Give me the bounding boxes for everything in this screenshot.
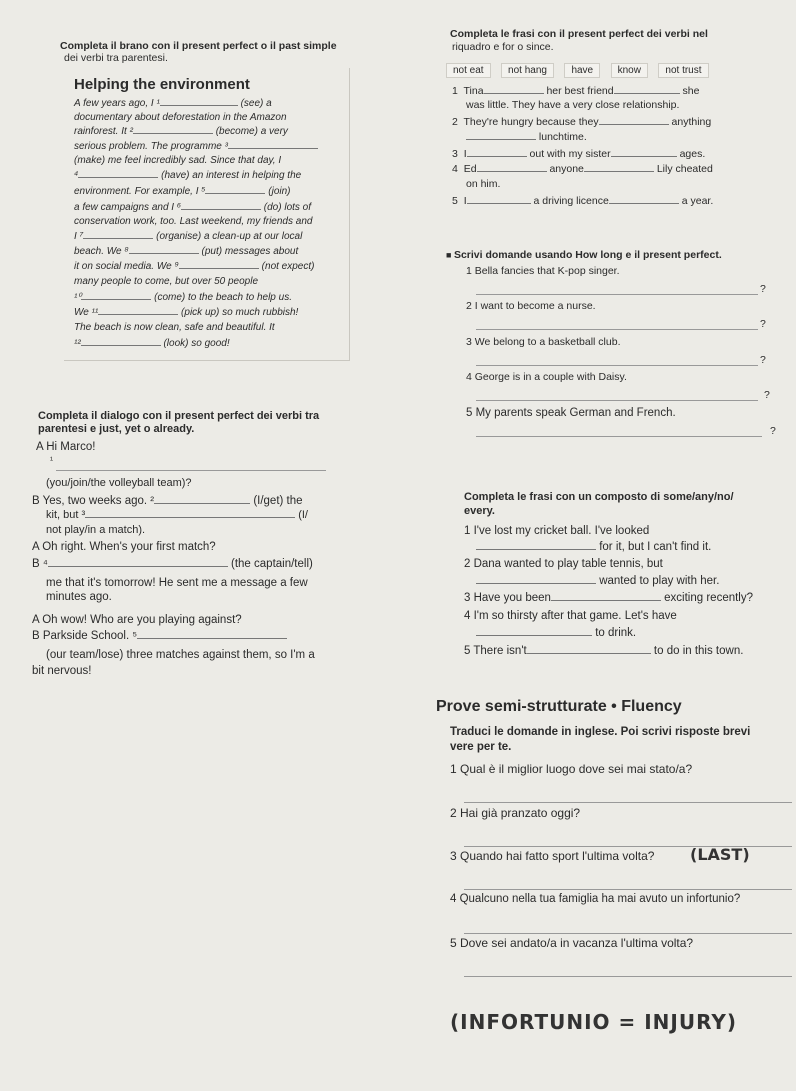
question-mark: ? <box>770 425 776 437</box>
text-line: rainforest. It ² (become) a very <box>74 126 288 137</box>
exercise-item: on him. <box>466 178 501 190</box>
answer-line[interactable] <box>476 294 758 295</box>
compound-line: 2 Dana wanted to play table tennis, but <box>464 558 663 570</box>
text-line: We ¹¹ (pick up) so much rubbish! <box>74 307 299 318</box>
dialogue-line: A Hi Marco! <box>36 441 96 453</box>
text-line: ⁴ (have) an interest in helping the <box>74 170 302 181</box>
dialogue-line: A Oh right. When's your first match? <box>32 541 216 553</box>
answer-line[interactable] <box>464 933 792 934</box>
word-chip: know <box>611 63 648 78</box>
answer-line[interactable] <box>476 436 762 437</box>
word-chip: not trust <box>658 63 708 78</box>
answer-line[interactable] <box>476 365 758 366</box>
word-chip: not eat <box>446 63 491 78</box>
dialogue-line: kit, but ³ (I/ <box>46 509 308 521</box>
exercise-item: 4 Ed anyone Lily cheated <box>452 163 713 175</box>
fluency-instruction-l2: vere per te. <box>450 741 512 753</box>
exercise-item: 5 I a driving licence a year. <box>452 195 714 207</box>
exercise-item: 1 Tina her best friend she <box>452 85 700 97</box>
question-mark: ? <box>760 283 766 295</box>
text-line: many people to come, but over 50 people <box>74 276 259 287</box>
dialogue-line: (our team/lose) three matches against them, so I'm a <box>46 649 315 661</box>
answer-line[interactable] <box>464 889 792 890</box>
question-mark: ? <box>760 318 766 330</box>
dialogue-line: not play/in a match). <box>46 524 146 536</box>
answer-line[interactable] <box>476 400 758 401</box>
howlong-item-4: 4 George is in a couple with Daisy. <box>466 371 627 383</box>
howlong-item-2: 2 I want to become a nurse. <box>466 300 596 312</box>
exercise-instruction-dialogue-l1: Completa il dialogo con il present perfect dei verbi tra <box>38 410 320 422</box>
section-title-fluency: Prove semi-strutturate • Fluency <box>436 698 682 715</box>
question-mark: ? <box>764 389 770 401</box>
text-line: serious problem. The programme ³ <box>74 141 318 152</box>
compound-line: 1 I've lost my cricket ball. I've looked <box>464 525 650 537</box>
word-chip: have <box>564 63 600 78</box>
compound-line: for it, but I can't find it. <box>476 541 711 553</box>
howlong-item-1: 1 Bella fancies that K-pop singer. <box>466 265 620 277</box>
text-line: (make) me feel incredibly sad. Since that day, I <box>74 155 282 166</box>
handwritten-note-last: (LAST) <box>690 845 750 864</box>
word-box <box>446 60 715 78</box>
exercise-instruction-left-l1: Completa il brano con il present perfect o il past simple <box>60 40 337 52</box>
text-line: it on social media. We ⁹ (not expect) <box>74 261 315 272</box>
exercise-item: 3 I out with my sister ages. <box>452 148 706 160</box>
compound-line: wanted to play with her. <box>476 575 719 587</box>
text-line: ¹⁰ (come) to the beach to help us. <box>74 292 292 303</box>
dialogue-line: B Yes, two weeks ago. ² (I/get) the <box>32 495 303 507</box>
text-line: ¹² (look) so good! <box>74 338 230 349</box>
text-title: Helping the environment <box>74 76 250 93</box>
dialogue-line: (you/join/the volleyball team)? <box>46 477 192 489</box>
fluency-question-3: 3 Quando hai fatto sport l'ultima volta? <box>450 849 655 863</box>
dialogue-line: minutes ago. <box>46 591 112 603</box>
exercise-instruction-compounds-l2: every. <box>464 505 495 517</box>
text-line: beach. We ⁸ (put) messages about <box>74 246 299 257</box>
exercise-instruction-left-l2: dei verbi tra parentesi. <box>64 52 168 64</box>
text-line: I ⁷ (organise) a clean-up at our local <box>74 231 303 242</box>
exercise-instruction-dialogue-l2: parentesi e just, yet o already. <box>38 423 195 435</box>
exercise-instruction-howlong: ■ Scrivi domande usando How long e il present perfect. <box>446 249 722 261</box>
answer-line[interactable] <box>476 329 758 330</box>
handwritten-note-injury: (INFORTUNIO = INJURY) <box>450 1010 738 1034</box>
compound-line: 3 Have you been exciting recently? <box>464 592 754 604</box>
text-line: documentary about deforestation in the Amazon <box>74 112 287 123</box>
text-line: environment. For example, I ⁵ (join) <box>74 186 291 197</box>
fluency-question-1: 1 Qual è il miglior luogo dove sei mai stato/a? <box>450 762 693 776</box>
dialogue-line: ¹ <box>50 455 53 465</box>
text-line: a few campaigns and I ⁶ (do) lots of <box>74 202 312 213</box>
word-chip: not hang <box>501 63 554 78</box>
dialogue-line: A Oh wow! Who are you playing against? <box>32 614 242 626</box>
howlong-item-5: 5 My parents speak German and French. <box>466 407 676 419</box>
compound-line: 4 I'm so thirsty after that game. Let's have <box>464 610 677 622</box>
exercise-item: lunchtime. <box>466 131 587 143</box>
text-line: The beach is now clean, safe and beautiful. It <box>74 322 275 333</box>
exercise-instruction-compounds-l1: Completa le frasi con un composto di some/any/no/ <box>464 491 734 503</box>
dialogue-line: me that it's tomorrow! He sent me a message a few <box>46 577 308 589</box>
dialogue-line: B ⁴ (the captain/tell) <box>32 558 313 570</box>
exercise-item: was little. They have a very close relationship. <box>466 99 680 111</box>
compound-line: to drink. <box>476 627 636 639</box>
exercise-instruction-right-l1: Completa le frasi con il present perfect dei verbi nel <box>450 28 708 40</box>
exercise-item: 2 They're hungry because they anything <box>452 116 712 128</box>
text-line: A few years ago, I ¹ (see) a <box>74 98 272 109</box>
answer-line[interactable] <box>464 976 792 977</box>
dialogue-line: bit nervous! <box>32 665 92 677</box>
compound-line: 5 There isn't to do in this town. <box>464 645 744 657</box>
fluency-question-5: 5 Dove sei andato/a in vacanza l'ultima volta? <box>450 936 694 950</box>
exercise-instruction-right-l2: riquadro e for o since. <box>452 41 554 53</box>
howlong-item-3: 3 We belong to a basketball club. <box>466 336 621 348</box>
fluency-question-4: 4 Qualcuno nella tua famiglia ha mai avuto un infortunio? <box>450 893 741 905</box>
answer-line[interactable] <box>56 470 326 471</box>
text-line: conservation work, too. Last weekend, my friends and <box>74 216 313 227</box>
fluency-question-2: 2 Hai già pranzato oggi? <box>450 806 581 820</box>
dialogue-line: B Parkside School. ⁵ <box>32 630 287 642</box>
question-mark: ? <box>760 354 766 366</box>
fluency-instruction-l1: Traduci le domande in inglese. Poi scrivi risposte brevi <box>450 726 751 738</box>
answer-line[interactable] <box>464 802 792 803</box>
